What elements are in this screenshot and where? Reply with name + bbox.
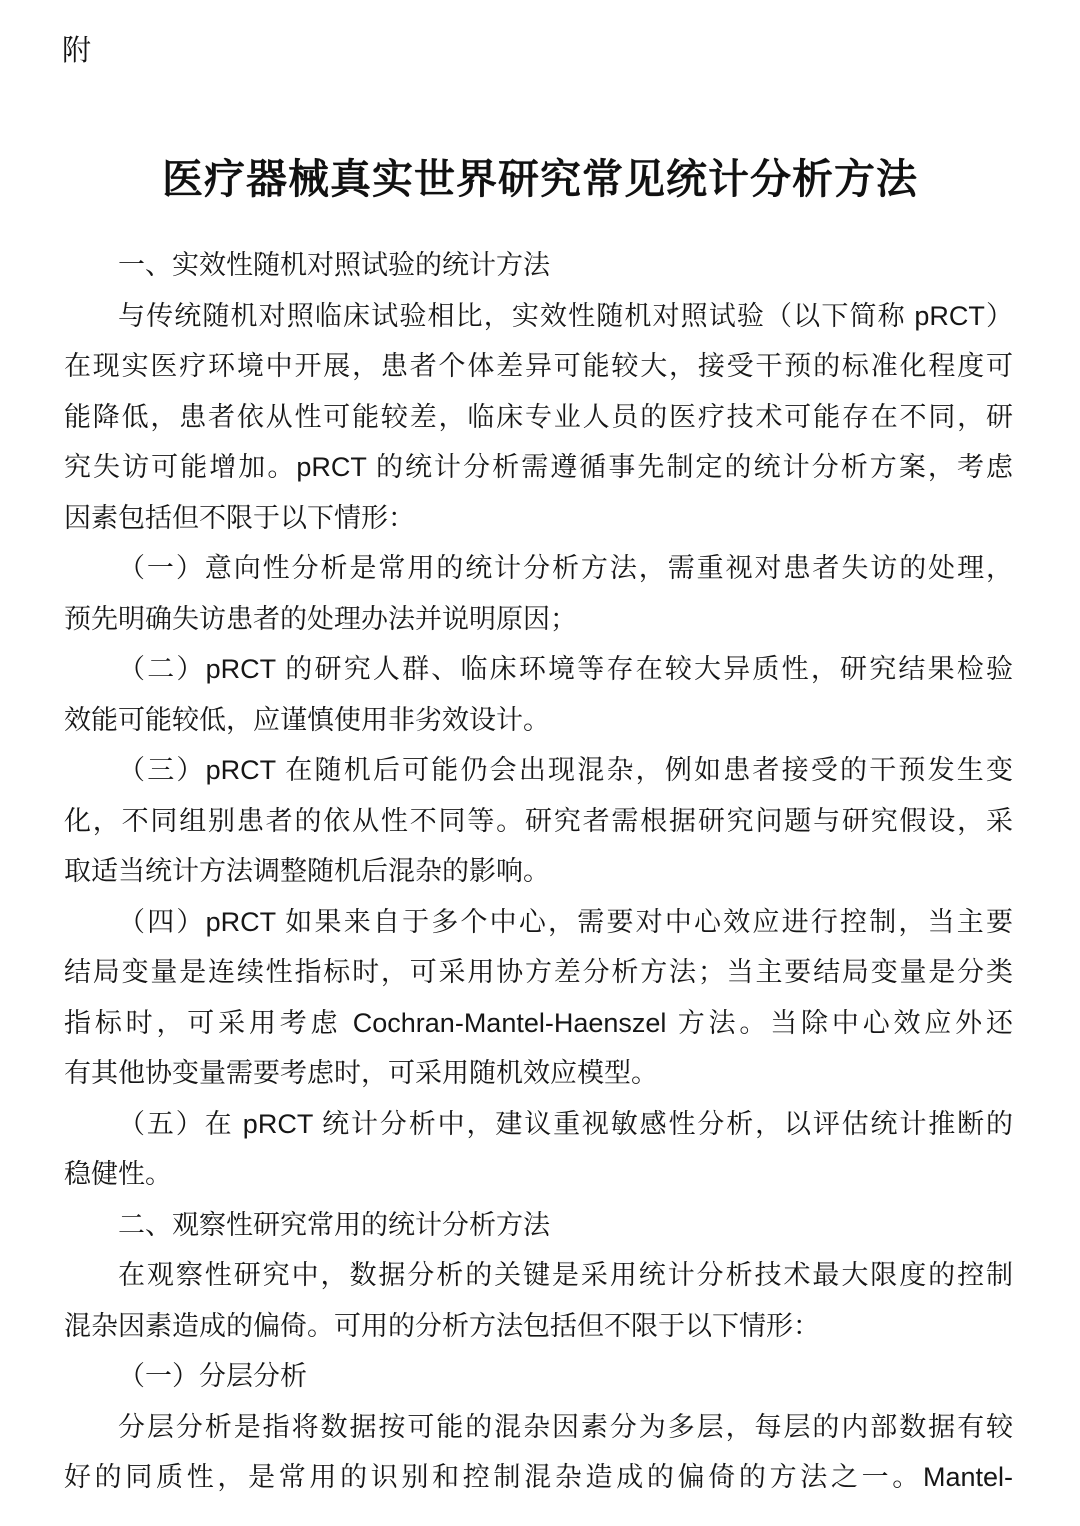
text-line: （二）pRCT 的研究人群、临床环境等存在较大异质性，研究结果检验 [118,654,1013,684]
text-line: 分层分析是指将数据按可能的混杂因素分为多层，每层的内部数据有较 [118,1411,1013,1442]
attachment-marker: 附 [62,35,92,67]
text-line: 与传统随机对照临床试验相比，实效性随机对照试验（以下简称 pRCT） [118,300,1013,331]
text-line: 取适当统计方法调整随机后混杂的影响。 [64,856,550,886]
text-line: （四）pRCT 如果来自于多个中心，需要对中心效应进行控制，当主要 [118,906,1013,937]
text-line: 究失访可能增加。pRCT 的统计分析需遵循事先制定的统计分析方案，考虑 [64,452,1013,482]
text-line: （三）pRCT 在随机后可能仍会出现混杂，例如患者接受的干预发生变 [118,755,1013,785]
text-line: （一）分层分析 [118,1361,307,1391]
text-line: 预先明确失访患者的处理办法并说明原因； [64,603,577,634]
text-line: 因素包括但不限于以下情形： [64,502,415,533]
text-line: （五）在 pRCT 统计分析中，建议重视敏感性分析，以评估统计推断的 [118,1108,1013,1139]
text-line: 二、观察性研究常用的统计分析方法 [118,1209,550,1240]
text-line: 一、实效性随机对照试验的统计方法 [118,250,550,280]
text-line: 有其他协变量需要考虑时，可采用随机效应模型。 [64,1058,658,1088]
text-line: 稳健性。 [64,1159,172,1189]
text-line: 混杂因素造成的偏倚。可用的分析方法包括但不限于以下情形： [64,1310,820,1341]
text-line: 在观察性研究中，数据分析的关键是采用统计分析技术最大限度的控制 [118,1260,1013,1290]
text-line: 结局变量是连续性指标时，可采用协方差分析方法；当主要结局变量是分类 [64,957,1013,987]
text-line: 在现实医疗环境中开展，患者个体差异可能较大，接受干预的标准化程度可 [64,351,1013,381]
document-title: 医疗器械真实世界研究常见统计分析方法 [162,156,918,203]
text-line: 好的同质性，是常用的识别和控制混杂造成的偏倚的方法之一。Mantel- [64,1462,1013,1492]
text-line: 指标时，可采用考虑 Cochran-Mantel-Haenszel 方法。当除中心效应外还 [64,1007,1013,1038]
text-line: 能降低，患者依从性可能较差，临床专业人员的医疗技术可能存在不同，研 [64,401,1013,432]
text-line: 效能可能较低，应谨慎使用非劣效设计。 [64,704,550,735]
document-body [64,240,1013,1503]
text-line: （一）意向性分析是常用的统计分析方法，需重视对患者失访的处理， [118,553,1013,583]
text-line: 化，不同组别患者的依从性不同等。研究者需根据研究问题与研究假设，采 [64,805,1013,836]
